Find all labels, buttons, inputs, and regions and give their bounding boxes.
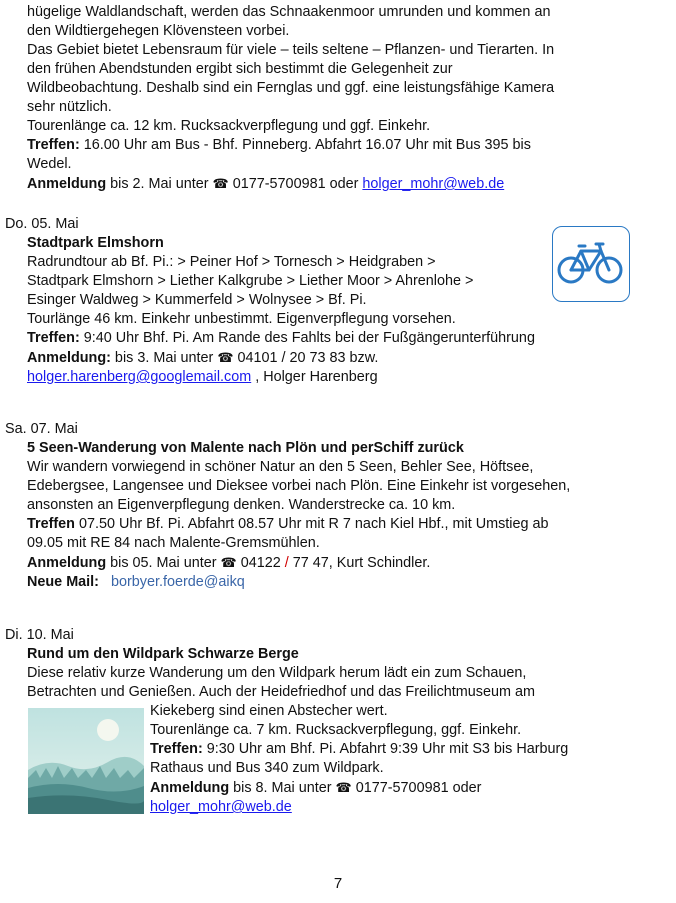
event-title: Stadtpark Elmshorn <box>27 235 164 251</box>
treffen-text: 9:30 Uhr am Bhf. Pi. Abfahrt 9:39 Uhr mit S3 bis Harburg <box>202 741 569 757</box>
neue-mail-address[interactable]: borbyer.foerde@aikq <box>110 574 245 590</box>
event-treffen <box>27 329 646 348</box>
event-line: ansonsten an Eigenverpflegung denken. Wanderstrecke ca. 10 km. <box>27 497 456 513</box>
neue-mail-label: Neue Mail: <box>27 574 99 590</box>
event-anmeldung <box>150 778 568 798</box>
bicycle-icon-graphic <box>553 227 628 300</box>
phone-slash: / <box>284 555 289 571</box>
phone-part: 04122 <box>236 555 285 571</box>
event-email <box>150 798 568 817</box>
treffen-text: 9:40 Uhr Bhf. Pi. Am Rande des Fahlts bei der Fußgängerunterführung <box>79 330 535 346</box>
phone-icon: ☎ <box>217 350 234 365</box>
intro-section <box>27 3 646 194</box>
anmeldung-label: Anmeldung: <box>27 350 111 366</box>
event-neue-mail <box>27 573 646 592</box>
event-wildpark-details <box>150 702 568 817</box>
event-treffen-cont: 09.05 mit RE 84 nach Malente-Gremsmühlen. <box>27 535 320 551</box>
email-link[interactable]: holger_mohr@web.de <box>362 176 505 192</box>
event-date: Do. 05. Mai <box>5 216 79 232</box>
email-link[interactable]: holger.harenberg@googlemail.com <box>27 369 252 385</box>
anmeldung-label: Anmeldung <box>27 176 107 192</box>
email-link[interactable]: holger_mohr@web.de <box>150 799 292 815</box>
anmeldung-text: bis 3. Mai unter <box>110 350 218 366</box>
anmeldung-text: bis 05. Mai unter <box>106 555 221 571</box>
phone-icon: ☎ <box>212 176 229 191</box>
intro-line: Wildbeobachtung. Deshalb sind ein Fernglas und ggf. eine leistungsfähige Kamera <box>27 80 555 96</box>
anmeldung-phone: 0177-5700981 oder <box>351 780 482 796</box>
intro-line: sehr nützlich. <box>27 99 112 115</box>
event-line: Diese relativ kurze Wanderung um den Wildpark herum lädt ein zum Schauen, <box>27 665 527 681</box>
anmeldung-label: Anmeldung <box>150 780 230 796</box>
event-line: Wir wandern vorwiegend in schöner Natur an den 5 Seen, Behler See, Höftsee, <box>27 459 534 475</box>
phone-part: 77 47, Kurt Schindler. <box>288 555 431 571</box>
event-contact <box>27 368 646 387</box>
intro-anmeldung <box>27 174 646 194</box>
intro-line: Tourenlänge ca. 12 km. Rucksackverpflegung und ggf. Einkehr. <box>27 118 431 134</box>
landscape-illustration <box>28 708 144 814</box>
bicycle-icon <box>552 226 630 302</box>
event-line: Radrundtour ab Bf. Pi.: > Peiner Hof > Tornesch > Heidgraben > <box>27 254 436 270</box>
event-treffen <box>27 515 646 534</box>
page-number: 7 <box>333 875 343 892</box>
intro-line: hügelige Waldlandschaft, werden das Schnaakenmoor umrunden und kommen an <box>27 4 551 20</box>
event-line: Betrachten und Genießen. Auch der Heidefriedhof und das Freilichtmuseum am <box>27 684 535 700</box>
event-date: Di. 10. Mai <box>5 627 74 643</box>
event-line: Tourlänge 46 km. Einkehr unbestimmt. Eigenverpflegung vorsehen. <box>27 311 456 327</box>
treffen-text: 16.00 Uhr am Bus - Bhf. Pinneberg. Abfahrt 16.07 Uhr mit Bus 395 bis <box>79 137 531 153</box>
event-5-seen-wanderung <box>27 439 646 592</box>
anmeldung-text: bis 2. Mai unter <box>106 176 213 192</box>
landscape-graphic <box>28 708 144 814</box>
event-anmeldung <box>27 348 646 368</box>
event-tour: Tourenlänge ca. 7 km. Rucksackverpflegung, ggf. Einkehr. <box>150 722 522 738</box>
intro-line: den Wildtiergehegen Klövensteen vorbei. <box>27 23 290 39</box>
event-wildpark-schwarze-berge <box>27 645 646 702</box>
treffen-label: Treffen: <box>150 741 203 757</box>
phone-icon: ☎ <box>220 555 237 570</box>
intro-treffen <box>27 136 646 155</box>
treffen-label: Treffen: <box>27 137 80 153</box>
phone-icon: ☎ <box>335 780 352 795</box>
event-title: 5 Seen-Wanderung von Malente nach Plön und perSchiff zurück <box>27 440 464 456</box>
event-title: Rund um den Wildpark Schwarze Berge <box>27 646 299 662</box>
intro-treffen-cont: Wedel. <box>27 156 72 172</box>
treffen-label: Treffen: <box>27 330 80 346</box>
event-line: Edebergsee, Langensee und Dieksee vorbei nach Plön. Eine Einkehr ist vorgesehen, <box>27 478 571 494</box>
anmeldung-phone: 0177-5700981 oder <box>228 176 363 192</box>
event-treffen <box>150 740 568 759</box>
event-line: Stadtpark Elmshorn > Liether Kalkgrube > Liether Moor > Ahrenlohe > <box>27 273 474 289</box>
event-line: Kiekeberg sind einen Abstecher wert. <box>150 703 388 719</box>
intro-line: den frühen Abendstunden ergibt sich bestimmt die Gelegenheit zur <box>27 61 453 77</box>
event-date: Sa. 07. Mai <box>5 421 78 437</box>
treffen-text: 07.50 Uhr Bf. Pi. Abfahrt 08.57 Uhr mit R 7 nach Kiel Hbf., mit Umstieg ab <box>74 516 549 532</box>
event-anmeldung <box>27 553 646 573</box>
contact-name: , Holger Harenberg <box>251 369 378 385</box>
anmeldung-phone: 04101 / 20 73 83 bzw. <box>233 350 379 366</box>
event-treffen-cont: Rathaus und Bus 340 zum Wildpark. <box>150 760 384 776</box>
anmeldung-label: Anmeldung <box>27 555 107 571</box>
anmeldung-text: bis 8. Mai unter <box>229 780 336 796</box>
intro-line: Das Gebiet bietet Lebensraum für viele – teils seltene – Pflanzen- und Tierarten. In <box>27 42 555 58</box>
treffen-label: Treffen <box>27 516 75 532</box>
event-line: Esinger Waldweg > Kummerfeld > Wolnysee > Bf. Pi. <box>27 292 367 308</box>
